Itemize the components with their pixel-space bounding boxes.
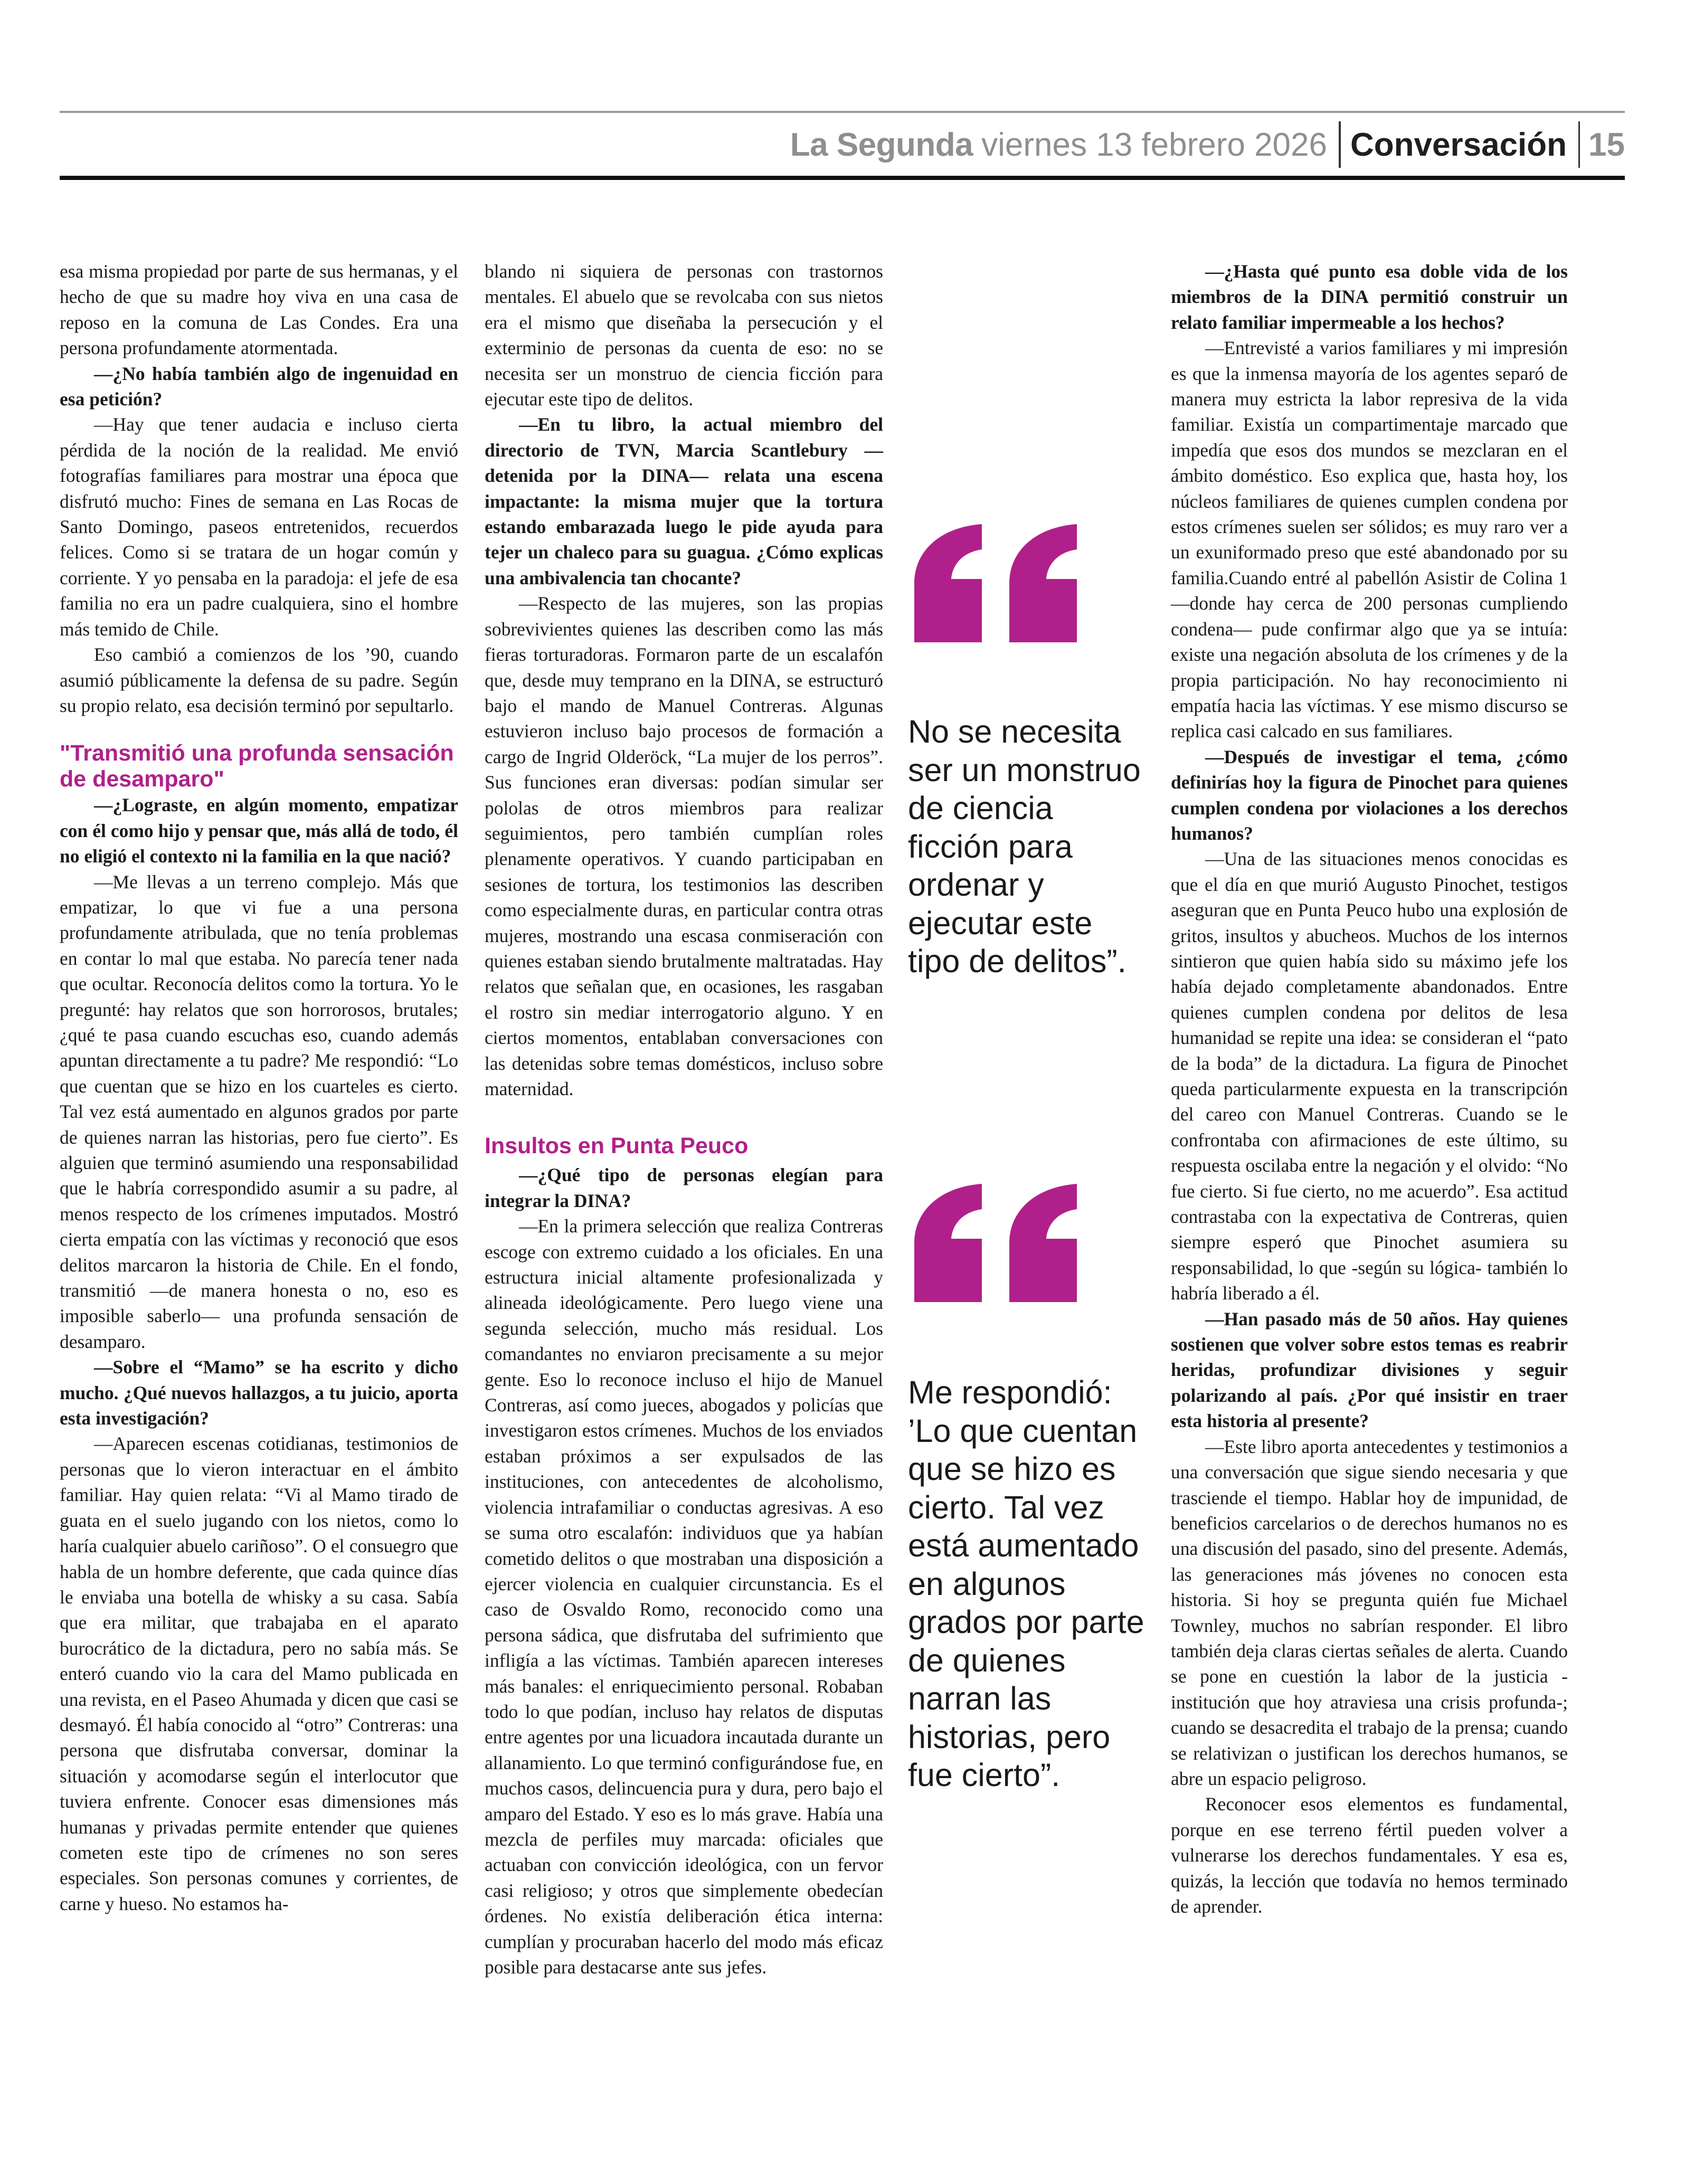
quote-mark-icon (908, 520, 1082, 647)
quote-mark-icon (908, 1180, 1082, 1306)
paragraph: esa misma propiedad por parte de sus hermanas, y el hecho de que su madre hoy viva en una casa de reposo en la comuna de Las Condes. Era una persona profundamente atormentada. (60, 261, 458, 359)
interview-question: —¿Lograste, en algún momento, empatizar con él como hijo y pensar que, más allá de todo, él no eligió el contexto ni la familia en la que nació? (60, 794, 458, 867)
section-heading: "Transmitió una profunda sensación de desamparo" (60, 740, 454, 792)
interview-answer: —Este libro aporta antecedentes y testimonios a una conversación que sigue siendo necesaria y que trasciende el tiempo. Hablar hoy de impunidad, de beneficios carcelarios o de derechos humanos no es una discusión del pasado, sino del presente. Además, las generaciones más jóvenes no conocen esta historia. Si hoy se pregunta quién fue Michael Townley, muchos no sabrían responder. El libro también deja claras ciertas señales de alerta. Cuando se pone en cuestión la labor de la justicia -institución que hoy atraviesa una crisis profunda-; cuando se desacredita el trabajo de la prensa; cuando se relativizan o justifican los derechos humanos, se abre un espacio peligroso. (1171, 1436, 1568, 1789)
interview-question: —¿Qué tipo de personas elegían para integrar la DINA? (485, 1164, 883, 1211)
paragraph: Reconocer esos elementos es fundamental, porque en ese terreno fértil pueden volver a vulnerarse los derechos fundamentales. Y esa es, quizás, la lección que todavía no hemos terminado de aprender. (1171, 1793, 1568, 1917)
section-name: Conversación (1350, 126, 1567, 163)
page-number: 15 (1588, 126, 1625, 163)
paragraph: blando ni siquiera de personas con trastornos mentales. El abuelo que se revolcaba con sus nietos era el mismo que diseñaba la persecución y el exterminio de personas da cuenta de eso: no se necesita ser un monstruo de ciencia ficción para ejecutar este tipo de delitos. (485, 261, 883, 410)
interview-answer: —Me llevas a un terreno complejo. Más que empatizar, lo que vi fue a una persona profundamente atribulada, que no tenía problemas en contar lo mal que estaba. No parecía tener nada que ocultar. Reconocía delitos como la tortura. Yo le pregunté: hay relatos que son horrorosos, brutales; ¿qué te pasa cuando escuchas eso, cuando además apuntan directamente a tu padre? Me respondió: “Lo que cuentan que se hizo en los cuarteles es cierto. Tal vez está aumentado en algunos grados por parte de quienes narran las historias, pero fue cierto”. Es alguien que terminó asumiendo una responsabilidad que le habría correspondido asumir a su padre, al menos respecto de los crímenes imputados. Mostró cierta empatía con las víctimas y reconoció que esos delitos marcaron la historia de Chile. En el fondo, transmitió —de manera honesta o no, eso es imposible saberlo— una profunda sensación de desamparo. (60, 871, 458, 1352)
interview-answer: —Una de las situaciones menos conocidas es que el día en que murió Augusto Pinochet, testigos aseguran que en Punta Peuco hubo una explosión de gritos, insultos y abucheos. Muchos de los internos sintieron que quien había sido su máximo jefe los había dejado completamente abandonados. Entre quienes cumplen condena por delitos de lesa humanidad se repite una idea: se consideran el “pato de la boda” de la dictadura. La figura de Pinochet queda particularmente expuesta en la transcripción del careo con Manuel Contreras. Cuando se le confrontaba con afirmaciones de este último, su respuesta oscilaba entre la negación y el olvido: “No fue cierto. Si fue cierto, no me acuerdo”. Esa actitud contrastaba con la expectativa de Contreras, quien siempre esperó que Pinochet asumiera su responsabilidad, lo que -según su lógica- también lo habría liberado a él. (1171, 848, 1568, 1304)
header-divider (1339, 121, 1341, 168)
interview-question: —Después de investigar el tema, ¿cómo definirías hoy la figura de Pinochet para quienes cumplen condena por violaciones a los derechos humanos? (1171, 746, 1568, 844)
interview-answer: —Respecto de las mujeres, son las propias sobrevivientes quienes las describen como las más fieras torturadoras. Formaron parte de un escalafón que, desde muy temprano en la DINA, se estructuró bajo el mando de Manuel Contreras. Algunas estuvieron incluso bajo procesos de formación a cargo de Ingrid Olderöck, “La mujer de los perros”. Sus funciones eran diversas: podían simular ser pololas de otros miembros para realizar seguimientos, pero también cumplían roles plenamente operativos. Y cuando participaban en sesiones de tortura, los testimonios las describen como especialmente duras, en particular contra otras mujeres, mostrando una escasa conmiseración con quienes estaban siendo brutalmente maltratadas. Hay relatos que señalan que, en ocasiones, les rasgaban el rostro sin mediar interrogatorio alguno. Y en ciertos momentos, entablaban conversaciones con las detenidas sobre temas domésticos, incluso sobre maternidad. (485, 593, 883, 1099)
article-column-1 (60, 259, 458, 1916)
interview-question: —Sobre el “Mamo” se ha escrito y dicho mucho. ¿Qué nuevos hallazgos, a tu juicio, aporta esta investigación? (60, 1356, 458, 1429)
interview-answer: —Aparecen escenas cotidianas, testimonios de personas que lo vieron interactuar en el ámbito familiar. Hay quien relata: “Vi al Mamo tirado de guata en el suelo jugando con los nietos, como lo haría cualquier abuelo cariñoso”. O el consuegro que habla de un hombre deferente, que cada quince días le enviaba una botella de whisky a su casa. Sabía que era militar, que trabajaba en el aparato burocrático de la dictadura, pero no sabía más. Se enteró cuando vio la cara del Mamo publicada en una revista, en el Paseo Ahumada y dicen que casi se desmayó. Él había conocido al “otro” Contreras: una persona que disfrutaba conversar, dominar la situación y acomodarse según el interlocutor que tuviera enfrente. Conocer esas dimensiones más humanas y privadas permite entender que quienes cometen este tipo de crímenes no son seres especiales. Son personas comunes y corrientes, de carne y hueso. No estamos ha- (60, 1433, 458, 1914)
paragraph: Eso cambió a comienzos de los ’90, cuando asumió públicamente la defensa de su padre. Según su propio relato, esa decisión terminó por sepultarlo. (60, 644, 458, 716)
header-group (790, 113, 1625, 176)
pull-quote: Me respondió: ’Lo que cuentan que se hizo es cierto. Tal vez está aumentado en algunos grados por parte de quienes narran las historias, pero fue cierto”. (908, 1374, 1144, 1793)
header-divider (1578, 121, 1580, 168)
interview-question: —En tu libro, la actual miembro del directorio de TVN, Marcia Scantlebury —detenida por la DINA— relata una escena impactante: la misma mujer que la tortura estando embarazada luego le pide ayuda para tejer un chaleco para su guagua. ¿Cómo explicas una ambivalencia tan chocante? (485, 414, 883, 588)
pull-quote: No se necesita ser un monstruo de ciencia ficción para ordenar y ejecutar este tipo de delitos”. (908, 714, 1141, 979)
page-header (60, 113, 1625, 176)
interview-question: —¿Hasta qué punto esa doble vida de los miembros de la DINA permitió construir un relato familiar impermeable a los hechos? (1171, 261, 1568, 333)
interview-answer: —Entrevisté a varios familiares y mi impresión es que la inmensa mayoría de los agentes separó de manera muy estricta la labor represiva de la vida familiar. Existía un compartimentaje marcado que impedía que esos dos mundos se mezclaran en el ámbito doméstico. Eso explica que, hasta hoy, los núcleos familiares de quienes cumplen condena por estos crímenes suelen ser sólidos; es muy raro ver a un exuniformado preso que esté abandonado por su familia.Cuando entré al pabellón Asistir de Colina 1 —donde hay cerca de 200 personas cumpliendo condena— pude confirmar algo que ya se intuía: existe una negación absoluta de los crímenes y de la propia participación. No hay reconocimiento ni empatía hacia las víctimas. Y ese mismo discurso se replica casi calcado en sus familiares. (1171, 337, 1568, 742)
header-bottom-rule (60, 176, 1625, 180)
article-column-2 (485, 259, 883, 1980)
interview-question: —¿No había también algo de ingenuidad en esa petición? (60, 363, 458, 410)
newspaper-name: La Segunda (790, 126, 973, 163)
article-column-4 (1171, 259, 1568, 1919)
interview-question: —Han pasado más de 50 años. Hay quienes sostienen que volver sobre estos temas es reabrir heridas, profundizar divisiones y seguir polarizando al país. ¿Por qué insistir en traer esta historia al presente? (1171, 1308, 1568, 1432)
interview-answer: —Hay que tener audacia e incluso cierta pérdida de la noción de la realidad. Me envió fotografías familiares para mostrar una época que disfrutó mucho: Fines de semana en Las Rocas de Santo Domingo, paseos entretenidos, recuerdos felices. Como si se tratara de un hogar común y corriente. Y yo pensaba en la paradoja: el jefe de esa familia no era un padre cualquiera, sino el hombre más temido de Chile. (60, 414, 458, 640)
section-heading: Insultos en Punta Peuco (485, 1133, 749, 1159)
header-top-rule (60, 111, 1625, 113)
issue-date: viernes 13 febrero 2026 (981, 126, 1327, 163)
interview-answer: —En la primera selección que realiza Contreras escoge con extremo cuidado a los oficiales. En una estructura inicial altamente profesionalizada y alineada ideológicamente. Pero luego viene una segunda selección, mucho más residual. Los comandantes no enviaron precisamente a su mejor gente. Eso lo reconoce incluso el hijo de Manuel Contreras, así como jueces, abogados y policías que investigaron estos crímenes. Muchos de los enviados estaban próximos a ser expulsados de las instituciones, con antecedentes de alcoholismo, violencia intrafamiliar o conductas agresivas. A eso se suma otro escalafón: individuos que ya habían cometido delitos o que mostraban una disposición a ejercer violencia en cualquier circunstancia. Es el caso de Osvaldo Romo, reconocido como una persona sádica, que disfrutaba del sufrimiento que infligía a las víctimas. También aparecen intereses más banales: el enriquecimiento personal. Robaban todo lo que podían, incluso hay relatos de disputas entre agentes por una licuadora incautada durante un allanamiento. Lo que terminó configurándose fue, en muchos casos, delincuencia pura y dura, pero bajo el amparo del Estado. Y eso es lo más grave. Había una mezcla de perfiles muy marcada: oficiales que actuaban con convicción ideológica, con un fervor casi religioso; y otros que simplemente obedecían órdenes. No existía deliberación ética interna: cumplían y procuraban hacerlo del modo más eficaz posible para destacarse ante sus jefes. (485, 1216, 883, 1978)
